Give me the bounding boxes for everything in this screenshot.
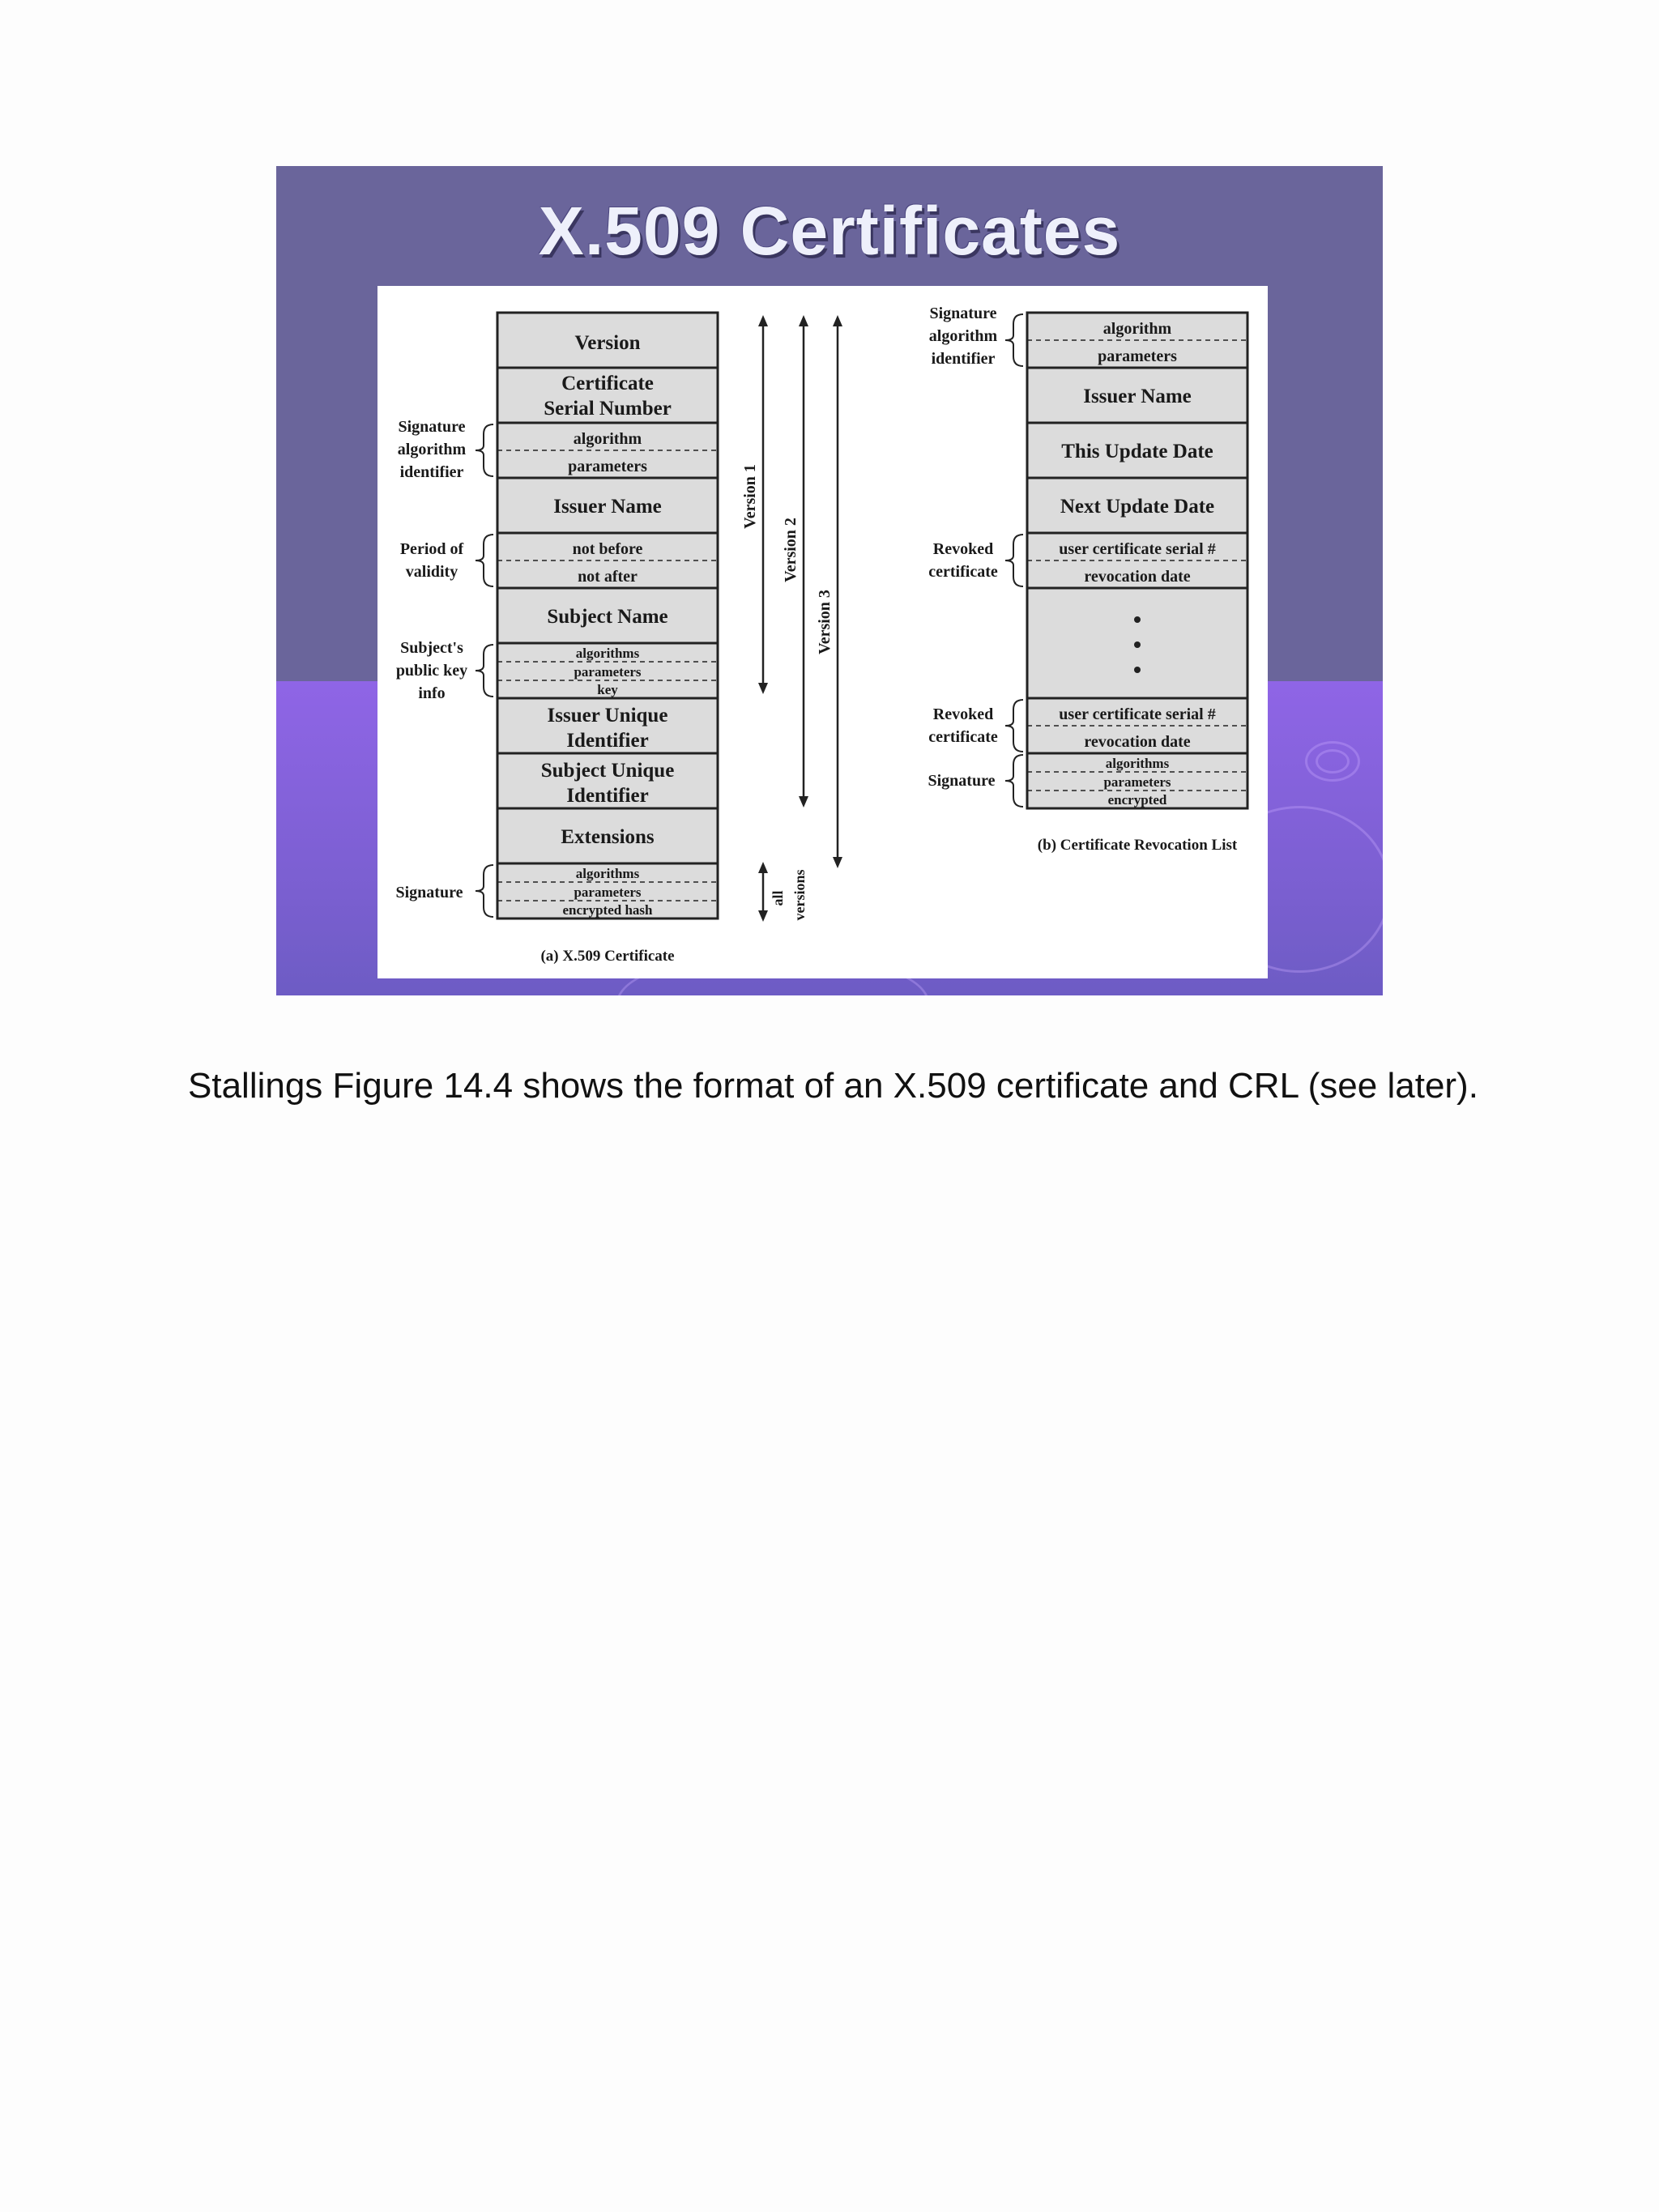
certificate-caption: (a) X.509 Certificate [540, 948, 675, 965]
field-label: Identifier [566, 730, 649, 752]
field-label: user certificate serial # [1059, 540, 1216, 558]
crl-structure [928, 305, 1247, 854]
field-label: Subject Name [547, 606, 668, 628]
version-label: Version 2 [782, 518, 800, 582]
brace [1005, 755, 1023, 807]
brace [476, 424, 493, 476]
side-label: Subject's [400, 639, 463, 657]
ellipsis-dot [1134, 641, 1141, 648]
side-label: Signature [928, 772, 996, 790]
field-label: parameters [1103, 774, 1171, 790]
field-label: parameters [574, 664, 642, 680]
ellipsis-dot [1134, 616, 1141, 623]
field-label: Identifier [566, 785, 649, 807]
field-label: Version [574, 332, 641, 354]
field-label: key [597, 682, 618, 697]
brace [476, 645, 493, 697]
side-label: validity [405, 563, 458, 581]
field-label: Issuer Name [553, 496, 662, 518]
field-label: Serial Number [544, 398, 672, 420]
field-label: algorithms [575, 866, 640, 881]
brace [476, 865, 493, 917]
side-label: identifier [399, 463, 464, 481]
side-label: algorithm [397, 441, 467, 458]
field-label: encrypted hash [562, 902, 653, 918]
speaker-notes: Stallings Figure 14.4 shows the format of an X.509 certificate and CRL (see later). [188, 1066, 1478, 1106]
crl-caption: (b) Certificate Revocation List [1037, 837, 1238, 854]
field-label: Next Update Date [1060, 496, 1215, 518]
slide-title: X.509 Certificates [538, 193, 1121, 269]
field-label: parameters [1098, 347, 1177, 365]
side-label: Revoked [932, 705, 994, 723]
field-label: parameters [574, 884, 642, 900]
swirl-decoration [1316, 749, 1350, 774]
version-label: Version 3 [816, 590, 834, 654]
field-label: Issuer Name [1083, 386, 1192, 407]
field-label: not before [572, 540, 643, 558]
version-label: versions [791, 869, 808, 921]
version-label: all [770, 890, 786, 906]
field-label: Certificate [561, 373, 654, 394]
field-label: revocation date [1084, 733, 1191, 751]
field-label: algorithm [1102, 320, 1172, 338]
ellipsis-dot [1134, 667, 1141, 673]
certificate-structure [396, 313, 842, 965]
figure [377, 286, 1268, 978]
field-label: revocation date [1084, 568, 1191, 586]
brace [1005, 535, 1023, 586]
side-label: certificate [928, 563, 998, 581]
side-label: identifier [931, 350, 996, 368]
field-label: algorithms [575, 646, 640, 661]
field-label: user certificate serial # [1059, 705, 1216, 723]
field-label: not after [578, 568, 638, 586]
slide [276, 166, 1383, 995]
side-label: public key [395, 662, 468, 680]
side-label: Period of [399, 540, 464, 558]
field-label: algorithms [1105, 756, 1170, 771]
side-label: certificate [928, 728, 998, 746]
version-label: Version 1 [741, 464, 759, 529]
field-label: encrypted [1107, 792, 1167, 808]
field-label: Extensions [561, 826, 655, 848]
field-label: Subject Unique [540, 760, 675, 782]
side-label: Signature [398, 418, 466, 436]
field-label: parameters [568, 458, 647, 475]
brace [1005, 314, 1023, 366]
side-label: Revoked [932, 540, 994, 558]
side-label: info [418, 684, 446, 702]
field-label: Issuer Unique [547, 705, 668, 727]
field-label: This Update Date [1061, 441, 1213, 462]
side-label: Signature [929, 305, 997, 322]
brace [476, 535, 493, 586]
field-label: algorithm [573, 430, 642, 448]
x509-figure [377, 286, 1268, 978]
brace [1005, 700, 1023, 752]
side-label: Signature [395, 884, 463, 901]
side-label: algorithm [928, 327, 998, 345]
